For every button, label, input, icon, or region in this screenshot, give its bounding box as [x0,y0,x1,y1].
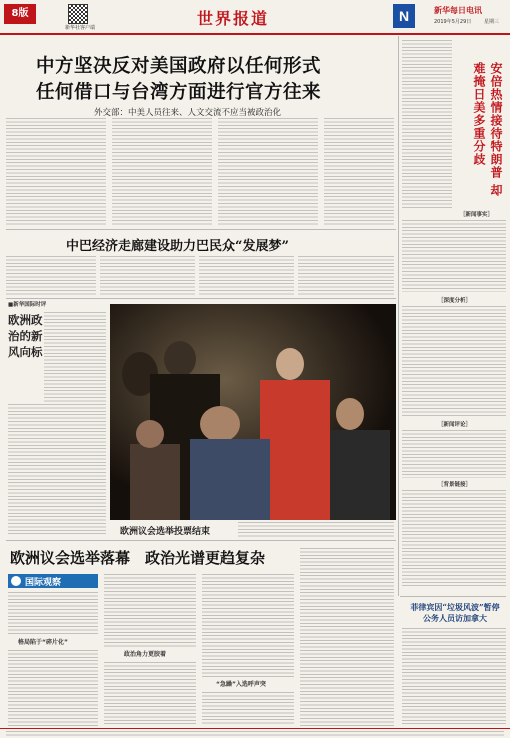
philippines-headline: 菲律宾因“垃圾风波”暂停公务人员访加拿大 [410,602,500,623]
lead-subtitle: 外交部：中美人员往来、人文交流不应当被政治化 [94,108,282,118]
section-rule-3 [6,540,396,541]
eu-body-2 [8,650,98,726]
section-rule-4 [400,596,506,597]
photo-credit [238,522,394,538]
eu-body-4 [104,662,196,726]
lead-body-4 [324,118,394,226]
svg-text:N: N [398,8,410,24]
intl-observer-subhead: 格局陷于“碎片化” [18,639,68,646]
europe-column-body-b [8,404,106,534]
label-background: ［背景链接］ [438,482,472,488]
section-title: 世界报道 [197,9,270,28]
eu-subhead-2: “急躁”入选呼声突 [216,681,266,688]
footer-rule [0,728,510,729]
europe-column-headline: 欧洲政治的新风向标 [8,313,43,359]
sidebar-body-5 [402,430,506,478]
sidebar-body-2 [402,132,452,210]
corridor-body-4 [298,256,394,296]
corridor-body-1 [6,256,96,296]
intl-observer-label: 国际观察 [25,578,62,588]
intl-observer-badge [8,574,98,588]
footer-info [6,731,504,736]
brand-name: 新华每日电讯 [434,6,482,15]
sidebar-body-4 [402,306,506,418]
page-meta [4,25,42,31]
sidebar-body-top [402,40,452,130]
qr-code[interactable] [68,4,88,24]
masthead [0,0,510,34]
masthead-rule [0,33,510,35]
election-photo [110,304,396,520]
globe-icon [11,576,21,586]
eu-body-6 [202,692,294,726]
lead-body-2 [112,118,212,226]
sidebar-body-3 [402,220,506,292]
eu-body-5 [202,574,294,678]
section-rule-2 [6,298,396,299]
app-label: 新华社客户端 [64,25,95,31]
corridor-headline: 中巴经济走廊建设助力巴民众“发展梦” [66,239,289,254]
corridor-body-2 [100,256,195,296]
xinhua-logo [393,4,415,28]
section-rule-1 [6,229,396,230]
lead-headline-1: 中方坚决反对美国政府以任何形式 [36,56,322,77]
lead-headline-2: 任何借口与台湾方面进行官方往来 [36,82,322,103]
eu-subhead-1: 政治角力更胶着 [124,651,167,658]
eu-body-1 [8,592,98,636]
sidebar-headline: 安倍热情接待特朗普 却难掩日美多重分歧 [472,62,503,198]
label-news-fact: ［新闻事实］ [460,212,494,218]
corridor-body-3 [199,256,294,296]
label-news-comment: ［新闻评论］ [438,422,472,428]
page-number-badge: 8版 [4,4,36,24]
photo-caption: 欧洲议会选举投票结束 [120,527,211,537]
eu-election-headline: 欧洲议会选举落幕 政治光谱更趋复杂 [10,549,266,567]
eu-body-7 [300,548,394,726]
label-deep-analysis: ［深度分析］ [438,298,472,304]
philippines-body [402,628,506,726]
issue-date: 2019年5月29日 [434,19,472,25]
sidebar-divider [398,36,399,596]
eu-body-3 [104,574,196,648]
sidebar-body-6 [402,490,506,588]
europe-column-tag: ■新华国际时评 [8,302,47,308]
lead-body-1 [6,118,106,226]
lead-body-3 [218,118,318,226]
issue-weekday: 星期三 [484,19,500,25]
europe-column-body-a [44,312,106,402]
